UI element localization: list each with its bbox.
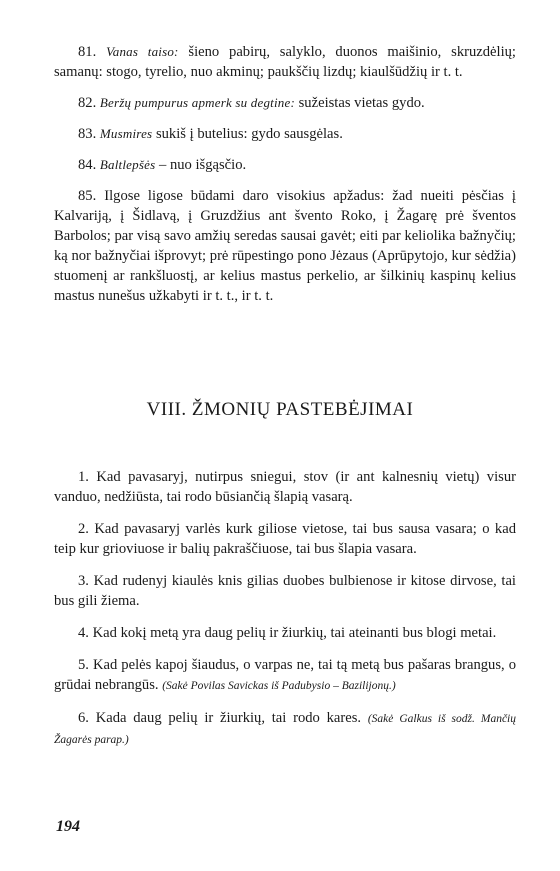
observation-1: 1. Kad pavasaryj, nutirpus sniegui, stov (ir ant kalnesnių vietų) visur vanduo, nedžiūsta, tai rodo būsiančią šlapią vasarą. xyxy=(54,469,516,505)
observations-list xyxy=(54,467,516,750)
observation-5: 5. Kad pelės kapoj šiaudus, o varpas ne, tai tą metą bus pašaras brangus, o grūdai nebrangūs. (Sakė Povilas Savickas iš Padubysio – Bazilijonų.) xyxy=(54,657,516,693)
entry-81: 81. Vanas taiso: šieno pabirų, salyklo, duonos maišinio, skruzdėlių; samanų: stogo, tyrelio, nuo akminų; paukščių lizdų; kiaulšūdžių ir t. t. xyxy=(54,44,516,80)
entry-term: Baltlepšės xyxy=(99,157,156,172)
entry-82: 82. Beržų pumpurus apmerk su degtine: sužeistas vietas gydo. xyxy=(78,95,425,111)
observation-6: 6. Kada daug pelių ir žiurkių, tai rodo kares. (Sakė Galkus iš sodž. Mančių Žagarės parap.) xyxy=(54,710,516,746)
source-note: (Sakė Povilas Savickas iš Padubysio – Bazilijonų.) xyxy=(162,680,396,692)
page-number: 194 xyxy=(56,818,80,835)
entry-85: 85. Ilgose ligose būdami daro visokius apžadus: žad nueiti pėsčias į Kalvariją, į Šidlavą, į Gruzdžius ant švento Roko, į Žagarę prė šventos Barbolos; par visą savo amžių seredas sausai gavėt; eiti par keliolika bažnyčių; ką nor bažnyčiai išprovyt; prė rūpestingo pono Jėzaus (Aprūpytojo, kur sėdžia) stuomenį ar rankšluostį, ar kelius mastus perkelio, ar šilkinių kaspinų kelius mastus nunešus užkabyti ir t. t., ir t. t. xyxy=(54,188,516,304)
section-title: VIII. ŽMONIŲ PASTEBĖJIMAI xyxy=(146,399,414,420)
entry-term: Beržų pumpurus apmerk su degtine: xyxy=(99,95,295,110)
remedies-list xyxy=(54,42,516,306)
source-note: (Sakė Galkus iš sodž. Mančių Žagarės parap.) xyxy=(54,713,516,746)
entry-term: Musmires xyxy=(99,126,153,141)
entry-84: 84. Baltlepšės – nuo išgąsčio. xyxy=(78,157,247,173)
entry-83: 83. Musmires sukiš į butelius: gydo sausgėlas. xyxy=(78,126,343,142)
observation-2: 2. Kad pavasaryj varlės kurk giliose vietose, tai bus sausa vasara; o kad teip kur grioviuose ir balių pakraščiuose, tai bus šlapia vasara. xyxy=(54,521,516,557)
entry-term: Vanas taiso: xyxy=(106,44,179,59)
observation-3: 3. Kad rudenyj kiaulės knis gilias duobes bulbienose ir kitose dirvose, tai bus gili žiema. xyxy=(54,573,516,609)
observation-4: 4. Kad kokį metą yra daug pelių ir žiurkių, tai ateinanti bus blogi metai. xyxy=(78,625,497,641)
